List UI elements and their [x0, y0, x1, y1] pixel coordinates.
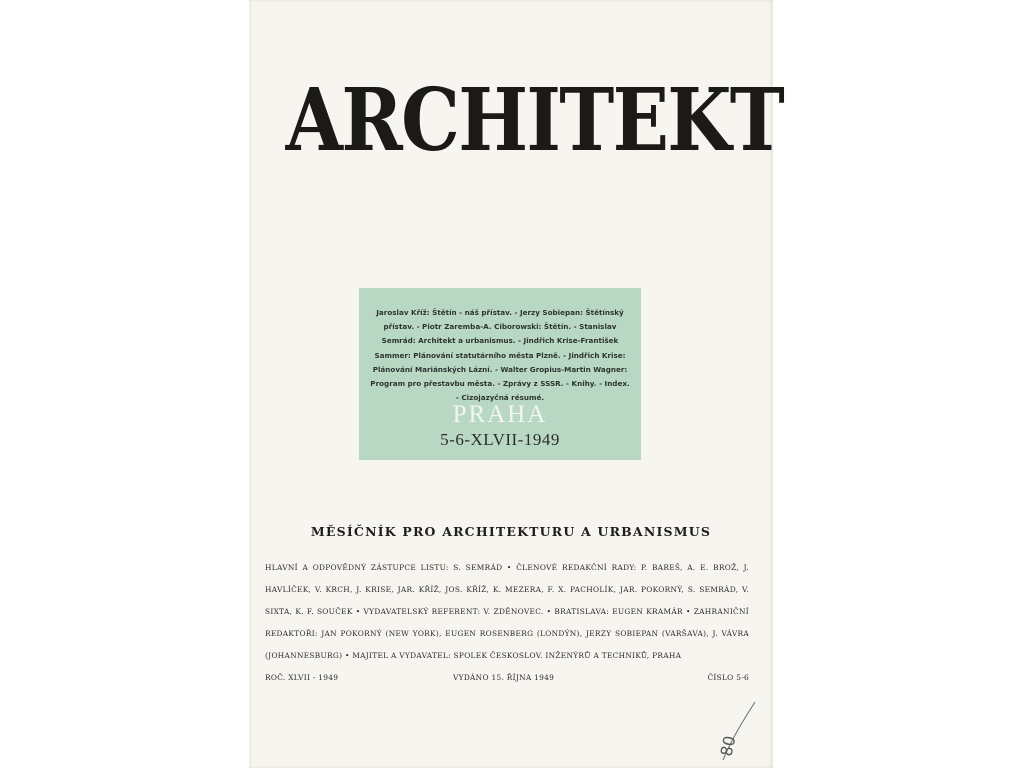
handwritten-note	[715, 700, 771, 766]
contents-panel	[359, 288, 641, 460]
publication-date: VYDÁNO 15. ŘÍJNA 1949	[453, 673, 555, 682]
table-of-contents: Jaroslav Kříž: Štětín - náš přístav. - Jerzy Sobiepan: Štětínský přístav. - Piotr Zaremba-A. Ciborowski: Štětín. - Stanislav Semrád: Architekt a urbanismus. - Jindřich Krise-František Sammer: Plánování statutárního města Plzně. - Jindřich Krise: Plánování Mariánských Lázní. - Walter Gropius-Martin Wagner: Program pro přestavbu města. - Zprávy z SSSR. - Knihy. - Index. - Cizojazyčná résumé.	[370, 308, 630, 403]
handwritten-number: 80	[716, 734, 740, 758]
magazine-cover	[249, 0, 784, 768]
editorial-board: HLAVNÍ A ODPOVĚDNÝ ZÁSTUPCE LISTU: S. SEMRÁD • ČLENOVÉ REDAKČNÍ RADY: P. BAREŠ, A. E. BROŽ, J. HAVLÍČEK, V. KRCH, J. KRISE, JAR. KŘÍŽ, JOS. KŘÍŽ, K. MEZERA, F. X. PACHOLÍK, JAR. POKORNÝ, S. SEMRÁD, V. SIXTA, K. F. SOUČEK • VYDAVATELSKÝ REFERENT: V. ZDĚNOVEC. • BRATISLAVA: EUGEN KRAMÁR • ZAHRANIČNÍ REDAKTOŘI: JAN POKORNÝ (NEW YORK), EUGEN ROSENBERG (LONDÝN), JERZY SOBIEPAN (VARŠAVA), J. VÁVRA (JOHANNESBURG) • MAJITEL A VYDAVATEL: SPOLEK ČESKOSLOV. INŽENÝRŮ A TECHNIKŮ, PRAHA	[265, 563, 749, 660]
magazine-subtitle: MĚSÍČNÍK PRO ARCHITEKTURU A URBANISMUS	[310, 524, 712, 539]
cover-footer	[265, 673, 749, 685]
volume-year: ROČ. XLVII - 1949	[265, 673, 339, 682]
magazine-title: ARCHITEKT	[285, 70, 784, 171]
publication-place: PRAHA	[452, 401, 548, 428]
issue-label: ČÍSLO 5-6	[707, 673, 749, 682]
issue-number: 5-6-XLVII-1949	[440, 430, 560, 449]
